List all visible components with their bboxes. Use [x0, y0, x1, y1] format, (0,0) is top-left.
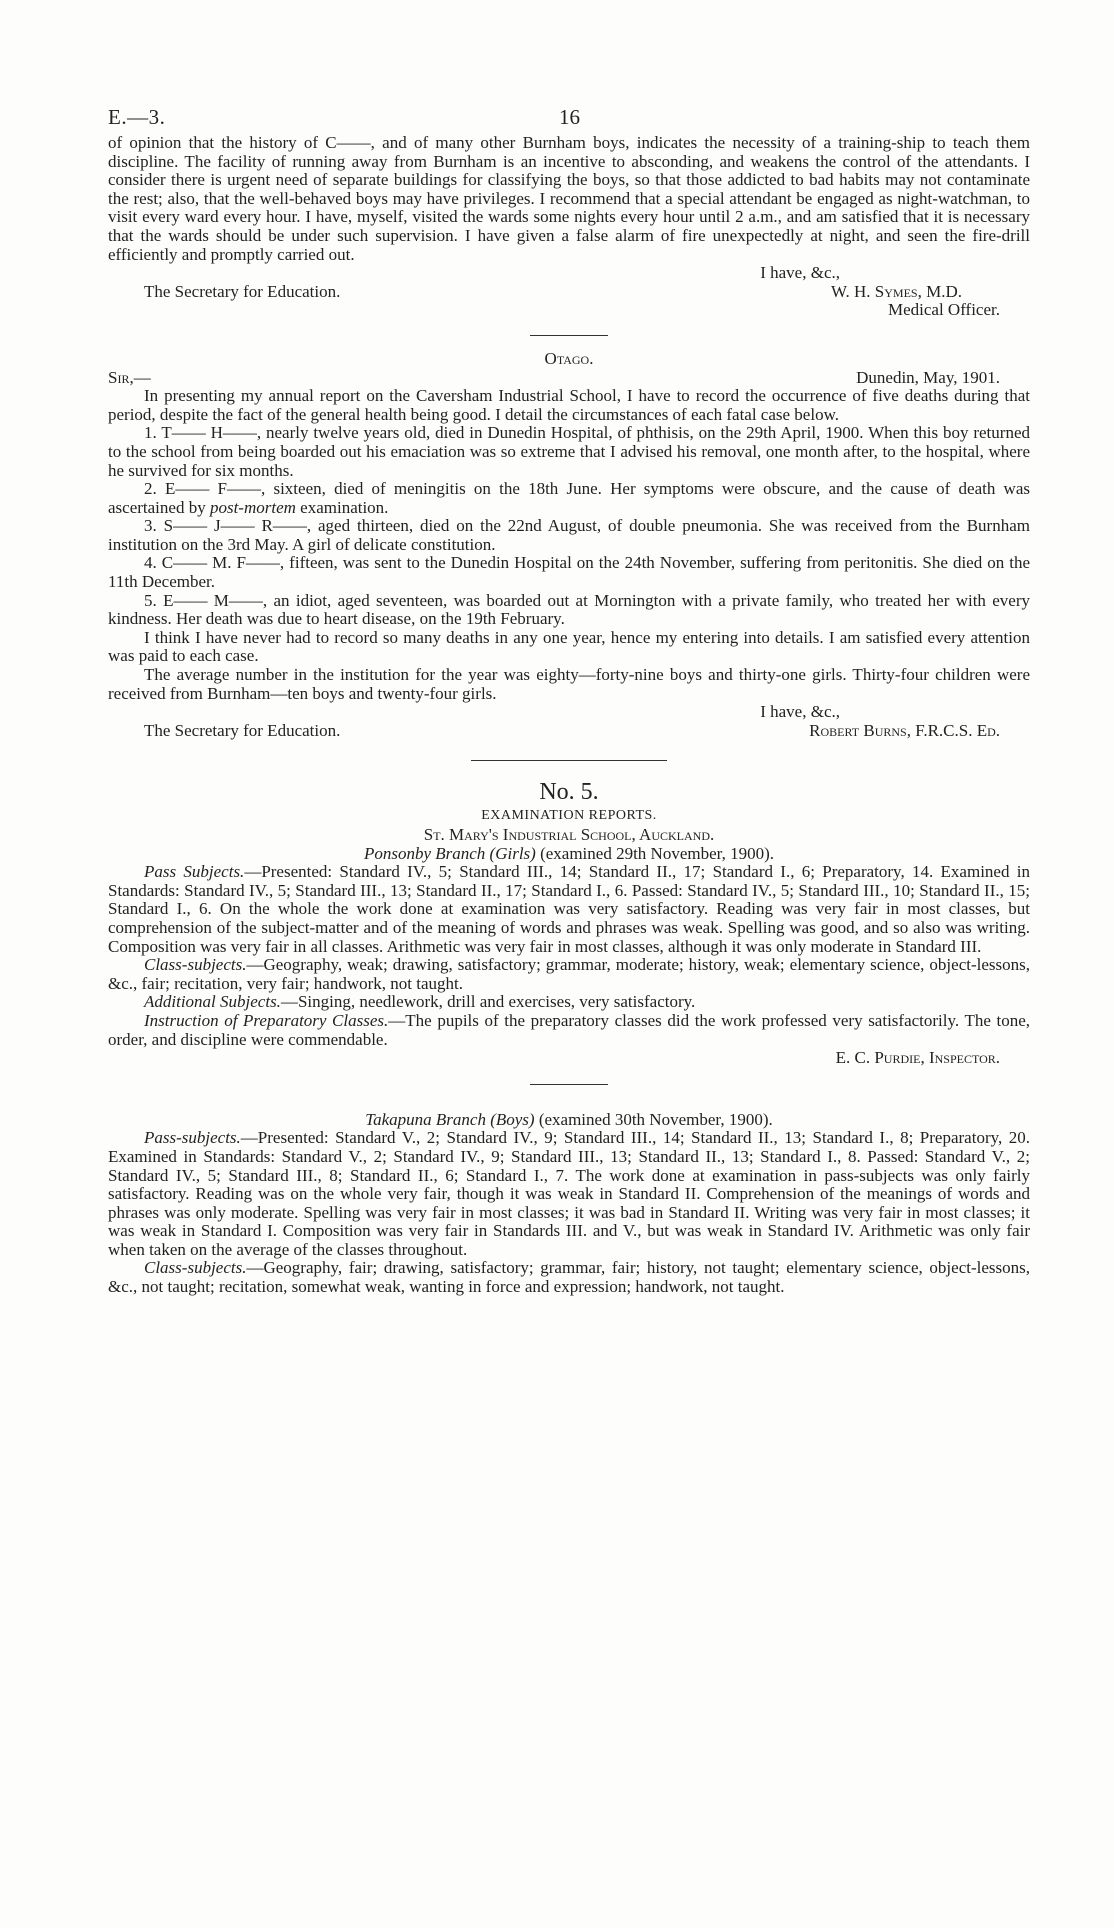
otago-case-4: 4. C—— M. F——, fifteen, was sent to the Dunedin Hospital on the 24th November, suffering from peritonitis. She died on the 11th December. [108, 553, 1030, 592]
symes-signature: W. H. Symes, M.D. [831, 281, 962, 301]
ponsonby-class-subjects [108, 956, 1030, 993]
section-divider [530, 1084, 608, 1085]
otago-addressee: The Secretary for Education. [144, 720, 341, 740]
takapuna-class-label: Class-subjects. [144, 1258, 247, 1278]
takapuna-title-emphasis: Takapuna Branch (Boys) [365, 1109, 535, 1129]
takapuna-class-subjects [108, 1259, 1030, 1296]
ponsonby-class-label: Class-subjects. [144, 955, 247, 975]
otago-case-2 [108, 480, 1030, 517]
takapuna-pass-text: —Presented: Standard V., 2; Standard IV., 9; Standard III., 14; Standard II., 13; Standard I., 8; Preparatory, 20. Examined in Standards: Standard V., 2; Standard IV., 9; Standard III., 13; Standard II., 13; Standard I., 8. Passed: Standard V., 2; Standard IV., 5; Standard III., 8; Standard II., 6; Standard I., 7. The work done at examination in pass-subjects was only fairly satisfactory. Reading was on the whole very fair, though it was weak in Standard II. Comprehension of the meanings of words and phrases was only moderate. Spelling was very fair in most classes; it was bad in Standard II. Writing was very fair in most classes; it was weak in Standard I. Composition was very fair in Standards III. and V., but was weak in Standard IV. Arithmetic was only fair when taken on the average of the classes throughout. [108, 1128, 1030, 1259]
ponsonby-title-emphasis: Ponsonby Branch (Girls) [363, 843, 536, 863]
page-number: 16 [559, 105, 580, 129]
ponsonby-preparatory-classes [108, 1012, 1030, 1049]
symes-addressee: The Secretary for Education. [144, 281, 341, 301]
section-divider [530, 335, 608, 336]
ponsonby-additional-text: —Singing, needlework, drill and exercises, very satisfactory. [280, 992, 696, 1012]
ponsonby-additional-subjects [108, 993, 1030, 1012]
ponsonby-pass-subjects [108, 863, 1030, 956]
symes-paragraph: of opinion that the history of C——, and of many other Burnham boys, indicates the necessity of a training-ship to teach them discipline. The facility of running away from Burnham is an incentive to absconding, and weakens the control of the attendants. I consider there is urgent need of separate buildings for classifying the boys, so that those addicted to bad habits may not contaminate the rest; also, that the well-behaved boys may have privileges. I recommend that a special attendant be engaged as night-watchman, to visit every ward every hour. I have, myself, visited the wards some nights every hour until 2 a.m., and am satisfied that it is necessary that the wards should be under such supervision. I have given a false alarm of fire unexpectedly at night, and seen the fire-drill efficiently and promptly carried out. [108, 133, 1030, 264]
section-number: No. 5. [539, 779, 599, 806]
takapuna-pass-subjects [108, 1129, 1030, 1259]
symes-closing: I have, &c., [760, 263, 840, 283]
otago-heading: Otago. [544, 348, 594, 368]
otago-paragraph-deaths: I think I have never had to record so many deaths in any one year, hence my entering into details. I am satisfied every attention was paid to each case. [108, 627, 1030, 666]
page-header [108, 104, 1030, 134]
symes-signature-row [108, 283, 1030, 302]
otago-case-2-text: 2. E—— F——, sixteen, died of meningitis on the 18th June. Her symptoms were obscure, and the cause of death was ascertained by [108, 479, 1030, 517]
ponsonby-pass-label: Pass Subjects. [144, 862, 245, 882]
otago-signature: Robert Burns, F.R.C.S. Ed. [809, 720, 1000, 740]
otago-case-3: 3. S—— J—— R——, aged thirteen, died on the 22nd August, of double pneumonia. She was received from the Burnham institution on the 3rd May. A girl of delicate constitution. [108, 516, 1030, 554]
otago-case-1: 1. T—— H——, nearly twelve years old, died in Dunedin Hospital, of phthisis, on the 29th April, 1900. When this boy returned to the school from being boarded out his emaciation was so extreme that I advised his removal, one month after, to the hospital, where he survived for six months. [108, 423, 1030, 480]
ponsonby-preparatory-text: —The pupils of the preparatory classes did the work professed very satisfactorily. The tone, order, and discipline were commendable. [108, 1010, 1030, 1049]
ponsonby-signature: E. C. Purdie, Inspector. [835, 1048, 1000, 1068]
otago-salutation-row [108, 369, 1030, 388]
takapuna-title [108, 1111, 1030, 1130]
otago-case-2-emphasis: post-mortem [209, 497, 296, 517]
ponsonby-class-text: —Geography, weak; drawing, satisfactory; grammar, moderate; history, weak; elementary science, object-lessons, &c., fair; recitation, very fair; handwork, not taught. [108, 955, 1030, 993]
document-reference: E.—3. [108, 105, 166, 129]
otago-signature-row [108, 722, 1030, 741]
ponsonby-additional-label: Additional Subjects. [144, 992, 281, 1012]
otago-case-2-text-end: examination. [295, 497, 389, 517]
takapuna-title-date: (examined 30th November, 1900). [534, 1109, 773, 1129]
ponsonby-pass-text: —Presented: Standard IV., 5; Standard III., 14; Standard II., 17; Standard I., 6; Preparatory, 14. Examined in Standards: Standard IV., 5; Standard III., 13; Standard II., 17; Standard I., 6. Passed: Standard IV., 5; Standard III., 10; Standard II., 15; Standard I., 6. On the whole the work done at examination was very satisfactory. Reading was very fair in most classes, but comprehension of the subject-matter and of the meaning of words and phrases was weak. Spelling was good, and so also was writing. Composition was very fair in all classes. Arithmetic was very fair in most classes, although it was only moderate in Standard III. [108, 862, 1030, 956]
section-subheading: EXAMINATION REPORTS. [481, 808, 657, 824]
otago-salutation: Sir,— [108, 367, 151, 387]
school-name: St. Mary's Industrial School, Auckland. [423, 825, 715, 844]
takapuna-class-text: —Geography, fair; drawing, satisfactory; grammar, fair; history, not taught; elementary science, object-lessons, &c., not taught; recitation, somewhat weak, wanting in force and expression; handwork, not taught. [108, 1258, 1030, 1297]
symes-title: Medical Officer. [887, 300, 1000, 320]
ponsonby-preparatory-label: Instruction of Preparatory Classes. [144, 1010, 389, 1030]
otago-place-date: Dunedin, May, 1901. [856, 367, 1000, 387]
otago-paragraph-average: The average number in the institution for the year was eighty—forty-nine boys and thirty-one girls. Thirty-four children were received from Burnham—ten boys and twenty-four girls. [108, 665, 1030, 703]
otago-closing: I have, &c., [760, 702, 840, 722]
otago-case-5: 5. E—— M——, an idiot, aged seventeen, was boarded out at Mornington with a private family, who treated her with every kindness. Her death was due to heart disease, on the 19th February. [108, 590, 1030, 629]
ponsonby-title-date: (examined 29th November, 1900). [535, 843, 775, 863]
otago-intro: In presenting my annual report on the Caversham Industrial School, I have to record the occurrence of five deaths during that period, despite the fact of the general health being good. I detail the circumstances of each fatal case below. [108, 386, 1030, 424]
ponsonby-title [108, 845, 1030, 864]
section-divider-long [471, 760, 667, 761]
takapuna-pass-label: Pass-subjects. [144, 1128, 241, 1148]
